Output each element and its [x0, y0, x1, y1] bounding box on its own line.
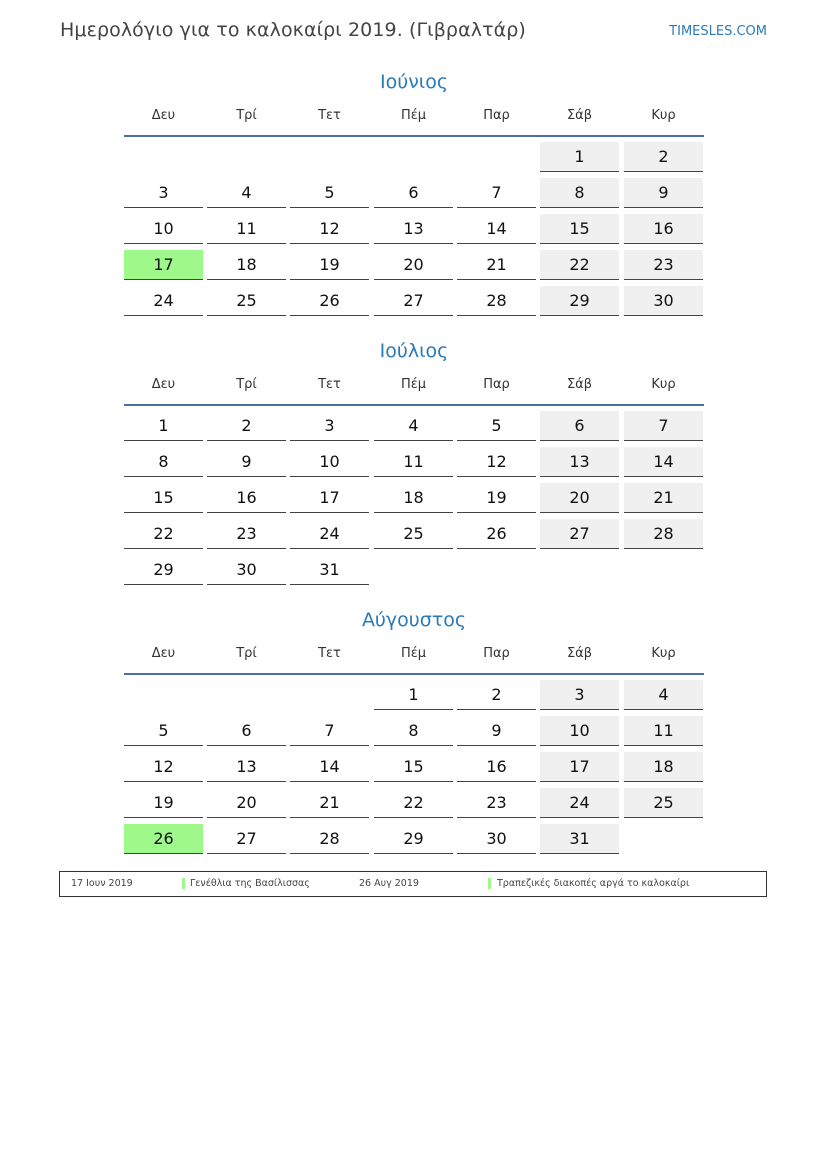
day-cell: 1 — [374, 680, 453, 710]
weekday-label: Πέμ — [400, 646, 427, 661]
day-cell: 5 — [290, 178, 369, 208]
day-cell: 11 — [207, 214, 286, 244]
day-cell: 29 — [540, 286, 619, 316]
day-cell: 26 — [457, 519, 536, 549]
month-title: Ιούνιος — [379, 71, 449, 93]
day-cell: 24 — [540, 788, 619, 818]
day-cell: 4 — [374, 411, 453, 441]
day-cell: 4 — [207, 178, 286, 208]
weekday-label: Κυρ — [651, 646, 676, 661]
site-link[interactable]: TIMESLES.COM — [669, 24, 767, 39]
day-cell: 10 — [290, 447, 369, 477]
day-cell: 14 — [457, 214, 536, 244]
month-july — [124, 338, 704, 588]
day-cell: 15 — [374, 752, 453, 782]
day-cell: 9 — [457, 716, 536, 746]
legend-date: 17 Ιουν 2019 — [71, 878, 133, 889]
day-cell: 14 — [624, 447, 703, 477]
day-cell: 9 — [624, 178, 703, 208]
day-cell: 2 — [624, 142, 703, 172]
month-august — [124, 607, 704, 857]
month-title: Αύγουστος — [361, 609, 467, 631]
day-cell: 18 — [374, 483, 453, 513]
day-cell: 20 — [207, 788, 286, 818]
day-cell: 6 — [374, 178, 453, 208]
day-cell: 30 — [457, 824, 536, 854]
weekday-label: Τρί — [236, 646, 257, 661]
weekday-label: Τρί — [236, 108, 257, 123]
legend-label: Τραπεζικές διακοπές αργά το καλοκαίρι — [497, 878, 690, 889]
day-cell: 24 — [290, 519, 369, 549]
day-cell: 22 — [540, 250, 619, 280]
day-cell: 3 — [540, 680, 619, 710]
day-cell: 23 — [207, 519, 286, 549]
weekday-label: Σάβ — [566, 646, 593, 661]
day-cell: 10 — [124, 214, 203, 244]
day-cell: 8 — [124, 447, 203, 477]
day-cell: 12 — [290, 214, 369, 244]
day-cell: 27 — [540, 519, 619, 549]
day-cell: 5 — [457, 411, 536, 441]
weekday-label: Τετ — [318, 646, 341, 661]
day-cell: 23 — [457, 788, 536, 818]
weekday-label: Πέμ — [400, 377, 427, 392]
day-cell: 25 — [207, 286, 286, 316]
day-cell: 7 — [624, 411, 703, 441]
weekday-label: Παρ — [483, 108, 510, 123]
weekday-label: Παρ — [483, 377, 510, 392]
day-cell: 17 — [290, 483, 369, 513]
day-cell: 14 — [290, 752, 369, 782]
day-cell: 11 — [624, 716, 703, 746]
day-cell: 4 — [624, 680, 703, 710]
day-cell: 24 — [124, 286, 203, 316]
day-grid — [124, 406, 704, 588]
day-cell: 31 — [540, 824, 619, 854]
day-cell: 8 — [540, 178, 619, 208]
day-cell: 21 — [457, 250, 536, 280]
day-cell: 15 — [540, 214, 619, 244]
day-cell: 3 — [124, 178, 203, 208]
day-cell: 13 — [540, 447, 619, 477]
weekday-label: Δευ — [151, 377, 176, 392]
day-cell: 21 — [290, 788, 369, 818]
day-cell: 17 — [540, 752, 619, 782]
day-cell: 25 — [374, 519, 453, 549]
holiday-day-cell: 17 — [124, 250, 203, 280]
day-cell: 10 — [540, 716, 619, 746]
weekday-label: Δευ — [151, 108, 176, 123]
weekday-label: Πέμ — [400, 108, 427, 123]
day-cell: 1 — [124, 411, 203, 441]
weekday-label: Τετ — [318, 377, 341, 392]
day-cell: 16 — [207, 483, 286, 513]
weekday-label: Σάβ — [566, 377, 593, 392]
day-cell: 6 — [540, 411, 619, 441]
day-cell: 7 — [290, 716, 369, 746]
weekday-label: Τετ — [318, 108, 341, 123]
weekday-header — [124, 374, 704, 406]
day-cell: 13 — [207, 752, 286, 782]
day-cell: 30 — [207, 555, 286, 585]
legend-color-marker — [488, 878, 491, 889]
day-cell: 2 — [207, 411, 286, 441]
day-cell: 7 — [457, 178, 536, 208]
day-cell: 19 — [457, 483, 536, 513]
day-cell: 27 — [207, 824, 286, 854]
day-cell: 22 — [124, 519, 203, 549]
weekday-label: Κυρ — [651, 108, 676, 123]
day-cell: 5 — [124, 716, 203, 746]
day-cell: 16 — [624, 214, 703, 244]
weekday-label: Δευ — [151, 646, 176, 661]
day-cell: 9 — [207, 447, 286, 477]
day-cell: 13 — [374, 214, 453, 244]
weekday-header — [124, 105, 704, 137]
day-cell: 19 — [290, 250, 369, 280]
day-cell: 29 — [124, 555, 203, 585]
day-cell: 31 — [290, 555, 369, 585]
day-grid — [124, 675, 704, 857]
day-cell: 16 — [457, 752, 536, 782]
day-cell: 20 — [540, 483, 619, 513]
day-grid — [124, 137, 704, 319]
day-cell: 15 — [124, 483, 203, 513]
day-cell: 29 — [374, 824, 453, 854]
day-cell: 28 — [457, 286, 536, 316]
day-cell: 12 — [124, 752, 203, 782]
weekday-label: Παρ — [483, 646, 510, 661]
day-cell: 11 — [374, 447, 453, 477]
day-cell: 28 — [290, 824, 369, 854]
day-cell: 26 — [290, 286, 369, 316]
weekday-label: Τρί — [236, 377, 257, 392]
day-cell: 25 — [624, 788, 703, 818]
page-title: Ημερολόγιο για το καλοκαίρι 2019. (Γιβραλτάρ) — [60, 19, 526, 41]
weekday-label: Σάβ — [566, 108, 593, 123]
day-cell: 6 — [207, 716, 286, 746]
weekday-label: Κυρ — [651, 377, 676, 392]
day-cell: 18 — [207, 250, 286, 280]
day-cell: 22 — [374, 788, 453, 818]
legend-date: 26 Αυγ 2019 — [359, 878, 419, 889]
day-cell: 30 — [624, 286, 703, 316]
day-cell: 23 — [624, 250, 703, 280]
month-title: Ιούλιος — [379, 340, 449, 362]
day-cell: 20 — [374, 250, 453, 280]
day-cell: 8 — [374, 716, 453, 746]
day-cell: 1 — [540, 142, 619, 172]
day-cell: 19 — [124, 788, 203, 818]
holiday-day-cell: 26 — [124, 824, 203, 854]
month-june — [124, 69, 704, 319]
day-cell: 28 — [624, 519, 703, 549]
day-cell: 21 — [624, 483, 703, 513]
day-cell: 18 — [624, 752, 703, 782]
day-cell: 12 — [457, 447, 536, 477]
legend-color-marker — [182, 878, 185, 889]
day-cell: 3 — [290, 411, 369, 441]
holiday-legend — [59, 871, 767, 897]
day-cell: 27 — [374, 286, 453, 316]
weekday-header — [124, 643, 704, 675]
legend-label: Γενέθλια της Βασίλισσας — [190, 878, 310, 889]
day-cell: 2 — [457, 680, 536, 710]
